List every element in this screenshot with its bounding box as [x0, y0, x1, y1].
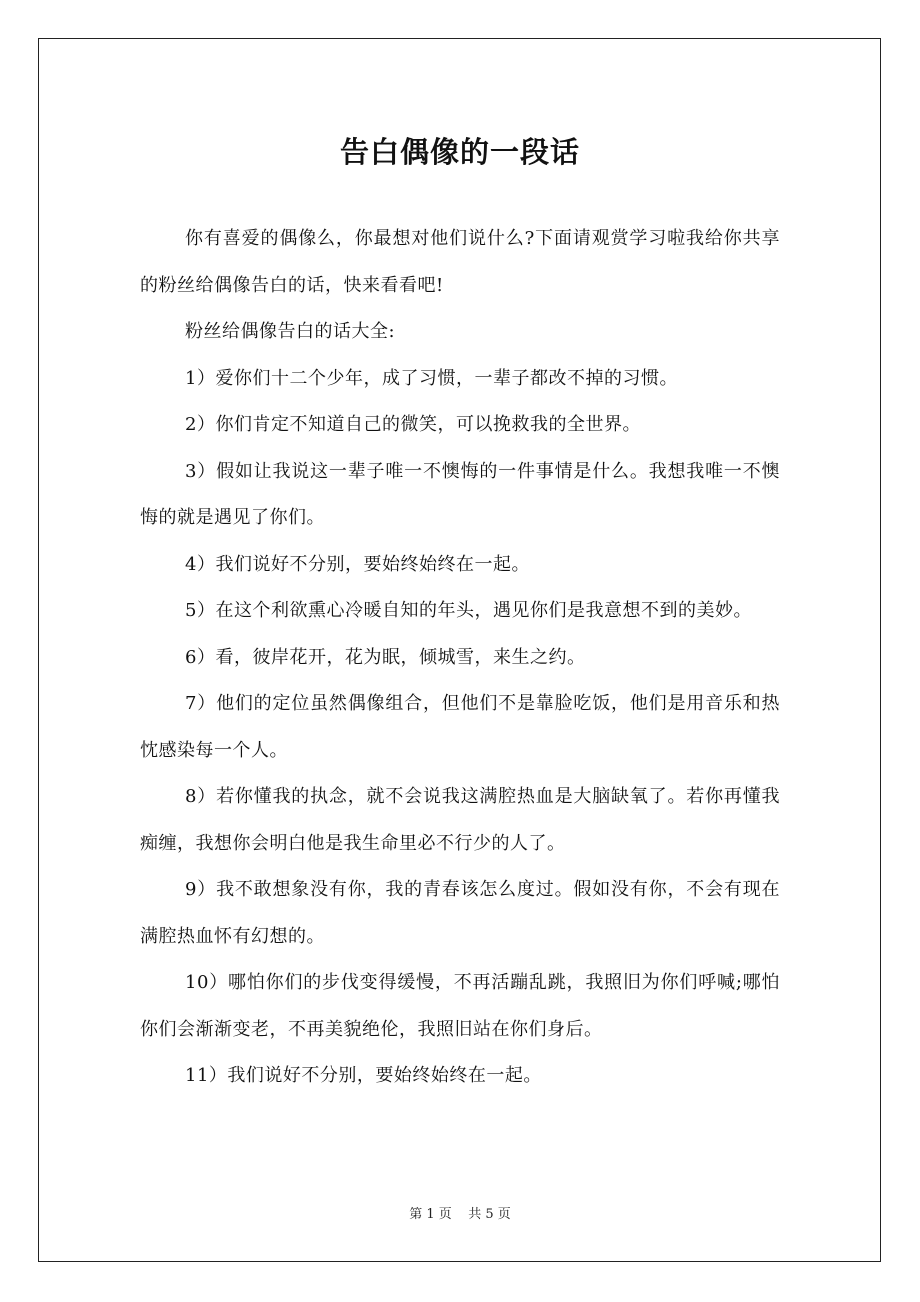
list-item: 2）你们肯定不知道自己的微笑，可以挽救我的全世界。: [185, 414, 641, 435]
list-item: 4）我们说好不分别，要始终始终在一起。: [185, 553, 530, 575]
page-footer: [0, 1206, 920, 1224]
list-item: 9）我不敢想象没有你，我的青春该怎么度过。假如没有你，不会有现在满腔热血怀有幻想的。: [140, 879, 780, 947]
list-item: 8）若你懂我的执念，就不会说我这满腔热血是大脑缺氧了。若你再懂我痴缠，我想你会明白他是我生命里必不行少的人了。: [140, 786, 780, 854]
intro-paragraph: 你有喜爱的偶像么，你最想对他们说什么?下面请观赏学习啦我给你共享的粉丝给偶像告白的话，快来看看吧!: [140, 228, 780, 296]
list-item: 10）哪怕你们的步伐变得缓慢，不再活蹦乱跳，我照旧为你们呼喊;哪怕你们会渐渐变老，不再美貌绝伦，我照旧站在你们身后。: [140, 972, 780, 1040]
list-item: 6）看，彼岸花开，花为眠，倾城雪，来生之约。: [185, 646, 586, 668]
list-item: 1）爱你们十二个少年，成了习惯，一辈子都改不掉的习惯。: [185, 367, 678, 389]
page-total: 共 5 页: [468, 1207, 511, 1222]
list-item: 7）他们的定位虽然偶像组合，但他们不是靠脸吃饭，他们是用音乐和热忱感染每一个人。: [140, 693, 780, 761]
document-title: 告白偶像的一段话: [339, 135, 580, 169]
list-item: 11）我们说好不分别，要始终始终在一起。: [185, 1065, 542, 1086]
list-item: 5）在这个利欲熏心冷暖自知的年头，遇见你们是我意想不到的美妙。: [185, 600, 752, 621]
page-number: 第 1 页: [409, 1207, 452, 1222]
list-item: 3）假如让我说这一辈子唯一不懊悔的一件事情是什么。我想我唯一不懊悔的就是遇见了你们。: [140, 460, 780, 528]
section-heading: 粉丝给偶像告白的话大全:: [185, 321, 396, 342]
document-body: [140, 216, 780, 1100]
